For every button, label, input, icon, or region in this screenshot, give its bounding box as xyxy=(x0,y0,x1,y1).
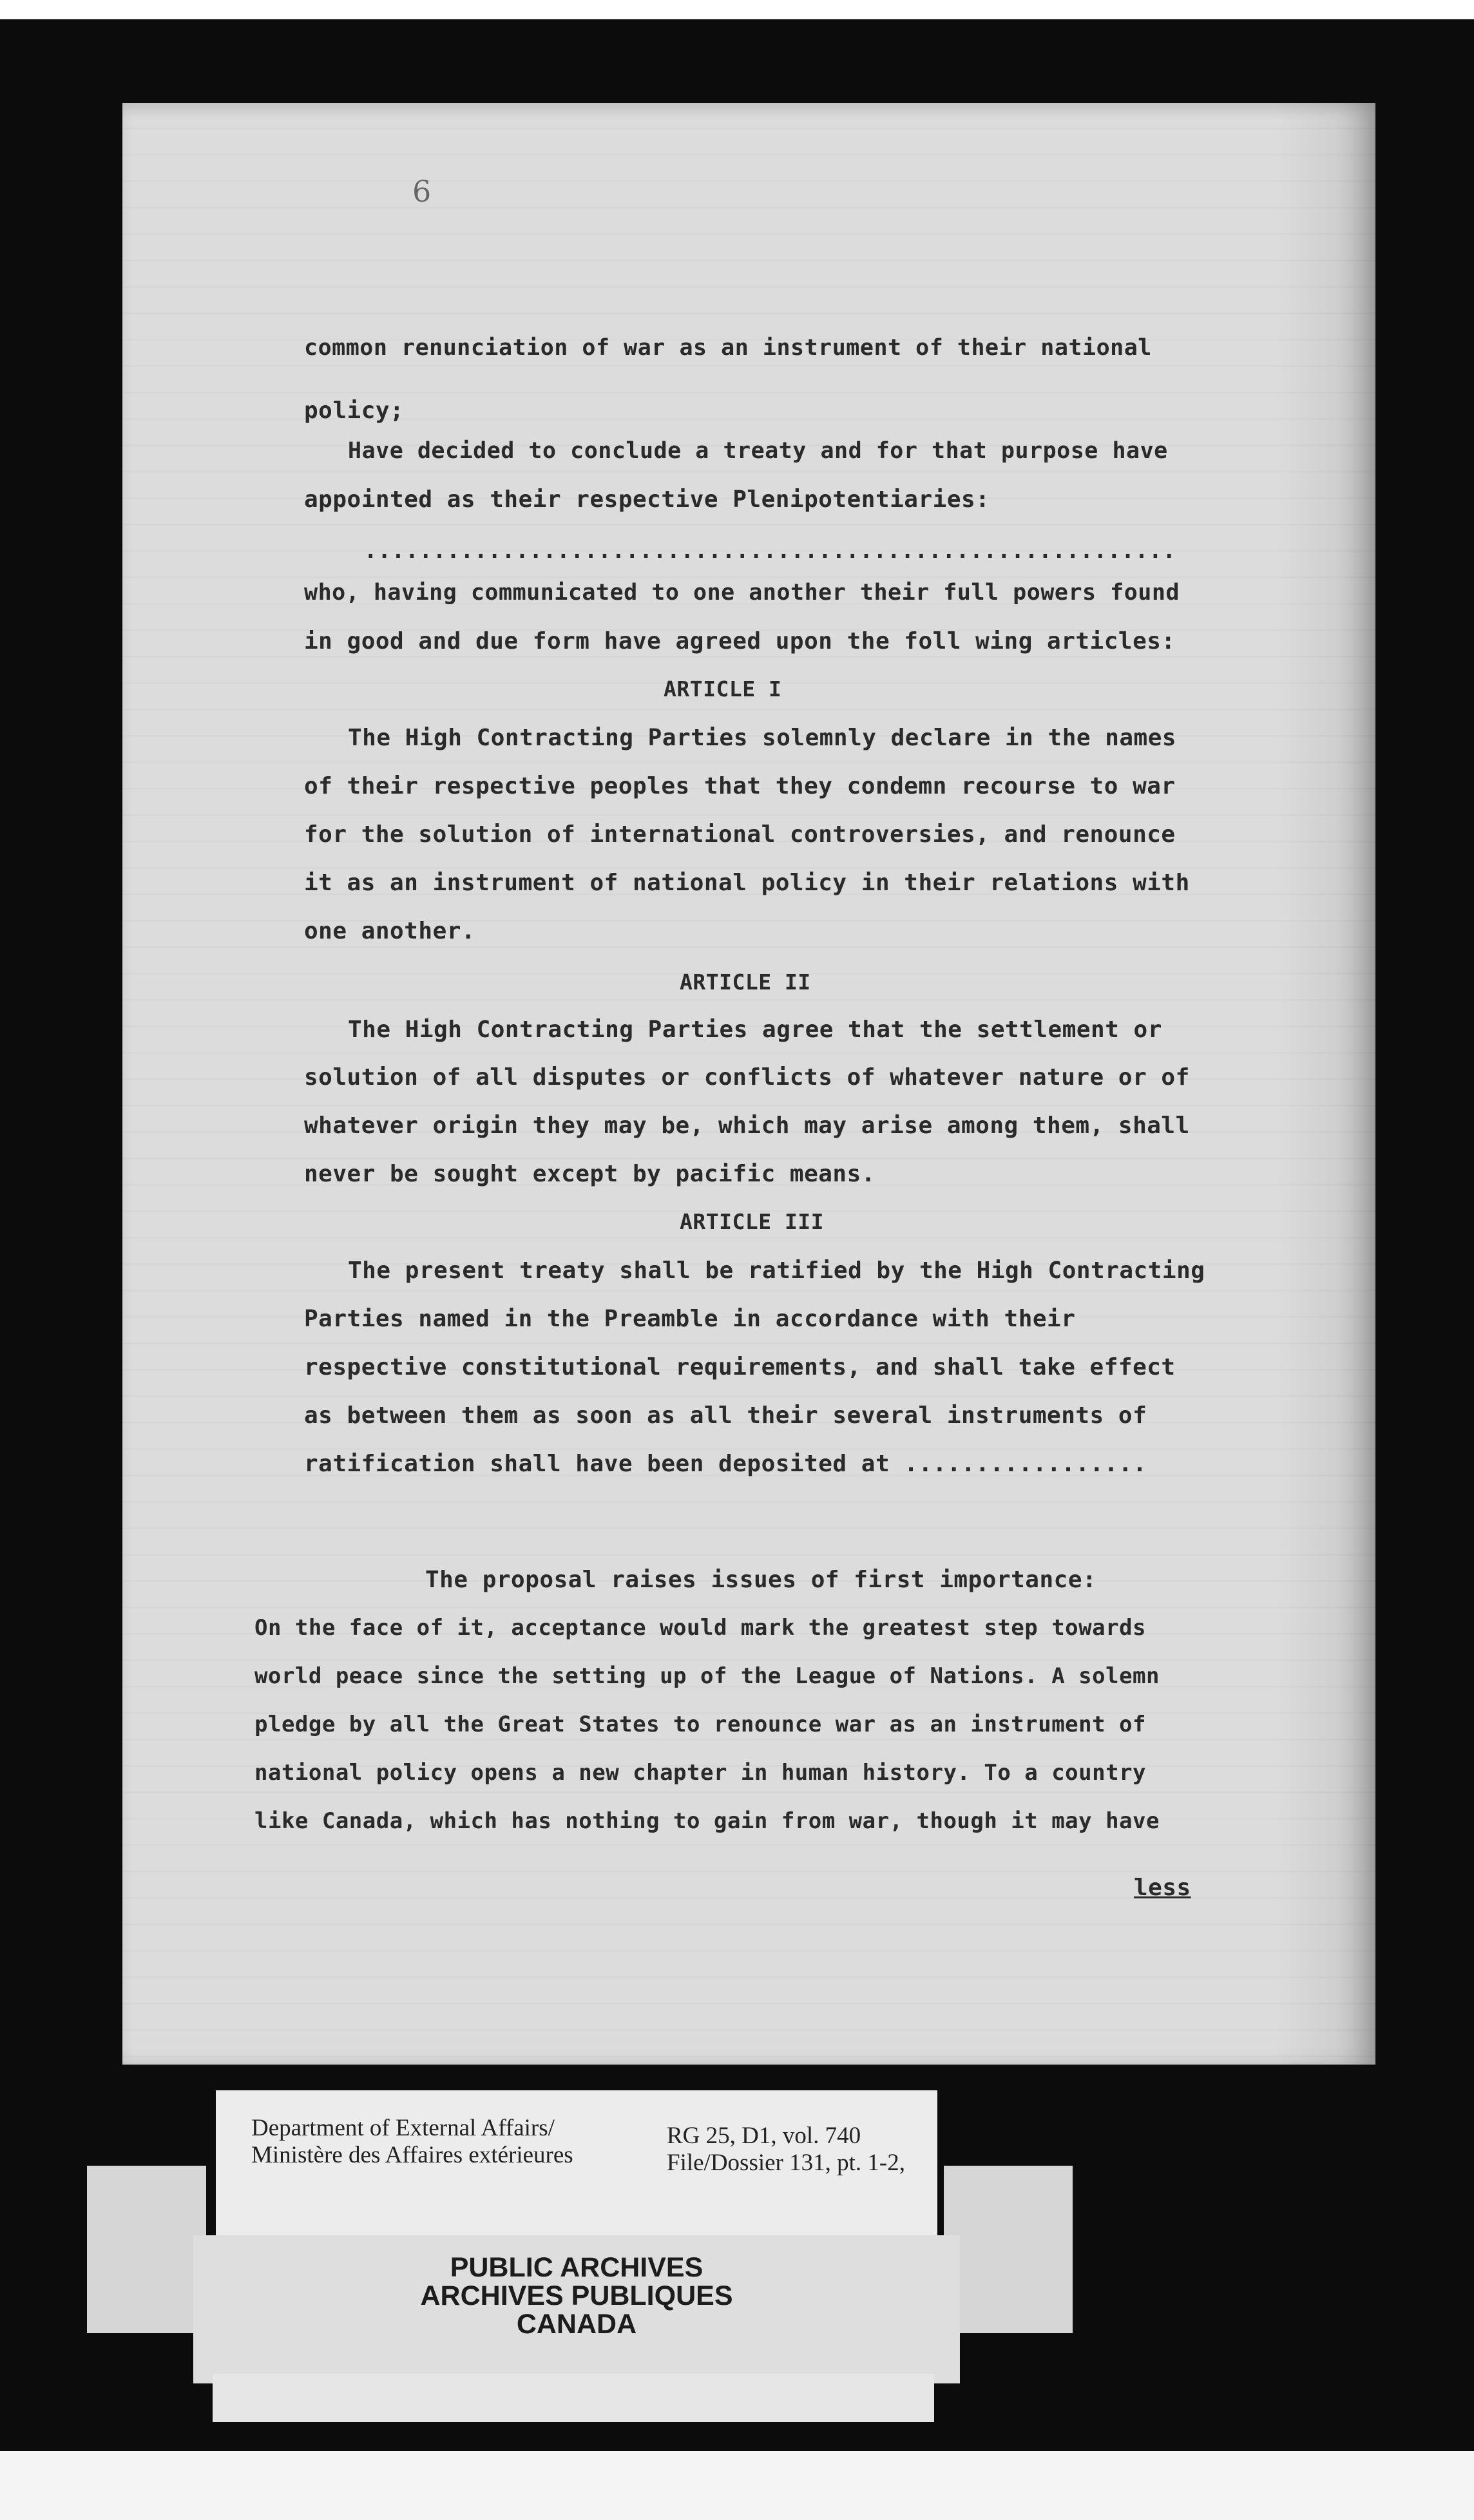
text-line: respective constitutional requirements, and shall take effect xyxy=(304,1354,1176,1380)
stamp-bottom-strip xyxy=(213,2374,934,2422)
text-line: as between them as soon as all their several instruments of xyxy=(304,1402,1147,1429)
text-line: common renunciation of war as an instrument of their national xyxy=(304,335,1152,361)
text-line: for the solution of international controversies, and renounce xyxy=(304,821,1176,848)
department-name xyxy=(251,2115,573,2169)
text-line: world peace since the setting up of the League of Nations. A solemn xyxy=(254,1663,1160,1689)
text-line: The High Contracting Parties solemnly declare in the names xyxy=(348,725,1177,751)
text-line: The proposal raises issues of first importance: xyxy=(425,1567,1097,1593)
stamp-tab-right xyxy=(944,2166,1073,2333)
text-line: On the face of it, acceptance would mark the greatest step towards xyxy=(254,1615,1147,1641)
text-line: in good and due form have agreed upon the foll wing articles: xyxy=(304,628,1176,654)
text-line: like Canada, which has nothing to gain from war, though it may have xyxy=(254,1808,1160,1834)
text-line: ........................................................... xyxy=(364,538,1176,564)
page-mark: 6 xyxy=(412,174,432,209)
text-line: The High Contracting Parties agree that the settlement or xyxy=(348,1017,1162,1043)
text-line: Have decided to conclude a treaty and for that purpose have xyxy=(348,438,1168,464)
text-line: one another. xyxy=(304,918,476,944)
text-line: appointed as their respective Plenipotentiaries: xyxy=(304,486,990,513)
department-line-1: Department of External Affairs/ xyxy=(251,2115,555,2141)
text-line: solution of all disputes or conflicts of whatever nature or of xyxy=(304,1064,1190,1091)
archive-reference-label xyxy=(216,2090,937,2235)
article-heading: ARTICLE II xyxy=(680,969,811,995)
stamp-line-1: PUBLIC ARCHIVES xyxy=(450,2252,704,2283)
text-line: pledge by all the Great States to renounce war as an instrument of xyxy=(254,1712,1147,1737)
article-heading: ARTICLE I xyxy=(664,676,782,702)
text-line: whatever origin they may be, which may arise among them, shall xyxy=(304,1112,1190,1139)
archive-stamp-text xyxy=(193,2253,960,2338)
reference-line-1: RG 25, D1, vol. 740 xyxy=(667,2123,861,2149)
text-line: never be sought except by pacific means. xyxy=(304,1161,876,1187)
text-line: Parties named in the Preamble in accordance with their xyxy=(304,1306,1076,1332)
stamp-line-2: ARCHIVES PUBLIQUES xyxy=(420,2280,733,2311)
article-heading: ARTICLE III xyxy=(680,1209,825,1234)
stamp-tab-left xyxy=(87,2166,206,2333)
text-line: it as an instrument of national policy in their relations with xyxy=(304,870,1190,896)
text-line: policy; xyxy=(304,397,405,424)
reference-line-2: File/Dossier 131, pt. 1-2, xyxy=(667,2150,905,2176)
department-line-2: Ministère des Affaires extérieures xyxy=(251,2142,573,2168)
archive-stamp xyxy=(193,2235,960,2383)
text-line: The present treaty shall be ratified by the High Contracting xyxy=(348,1257,1205,1284)
text-line: of their respective peoples that they condemn recourse to war xyxy=(304,773,1176,799)
text-line: national policy opens a new chapter in human history. To a country xyxy=(254,1760,1147,1786)
stamp-line-3: CANADA xyxy=(516,2309,637,2340)
text-line: ratification shall have been deposited at ................. xyxy=(304,1451,1147,1477)
file-reference xyxy=(667,2123,905,2177)
text-line: who, having communicated to one another their full powers found xyxy=(304,580,1180,606)
catchword: less xyxy=(1134,1875,1191,1901)
